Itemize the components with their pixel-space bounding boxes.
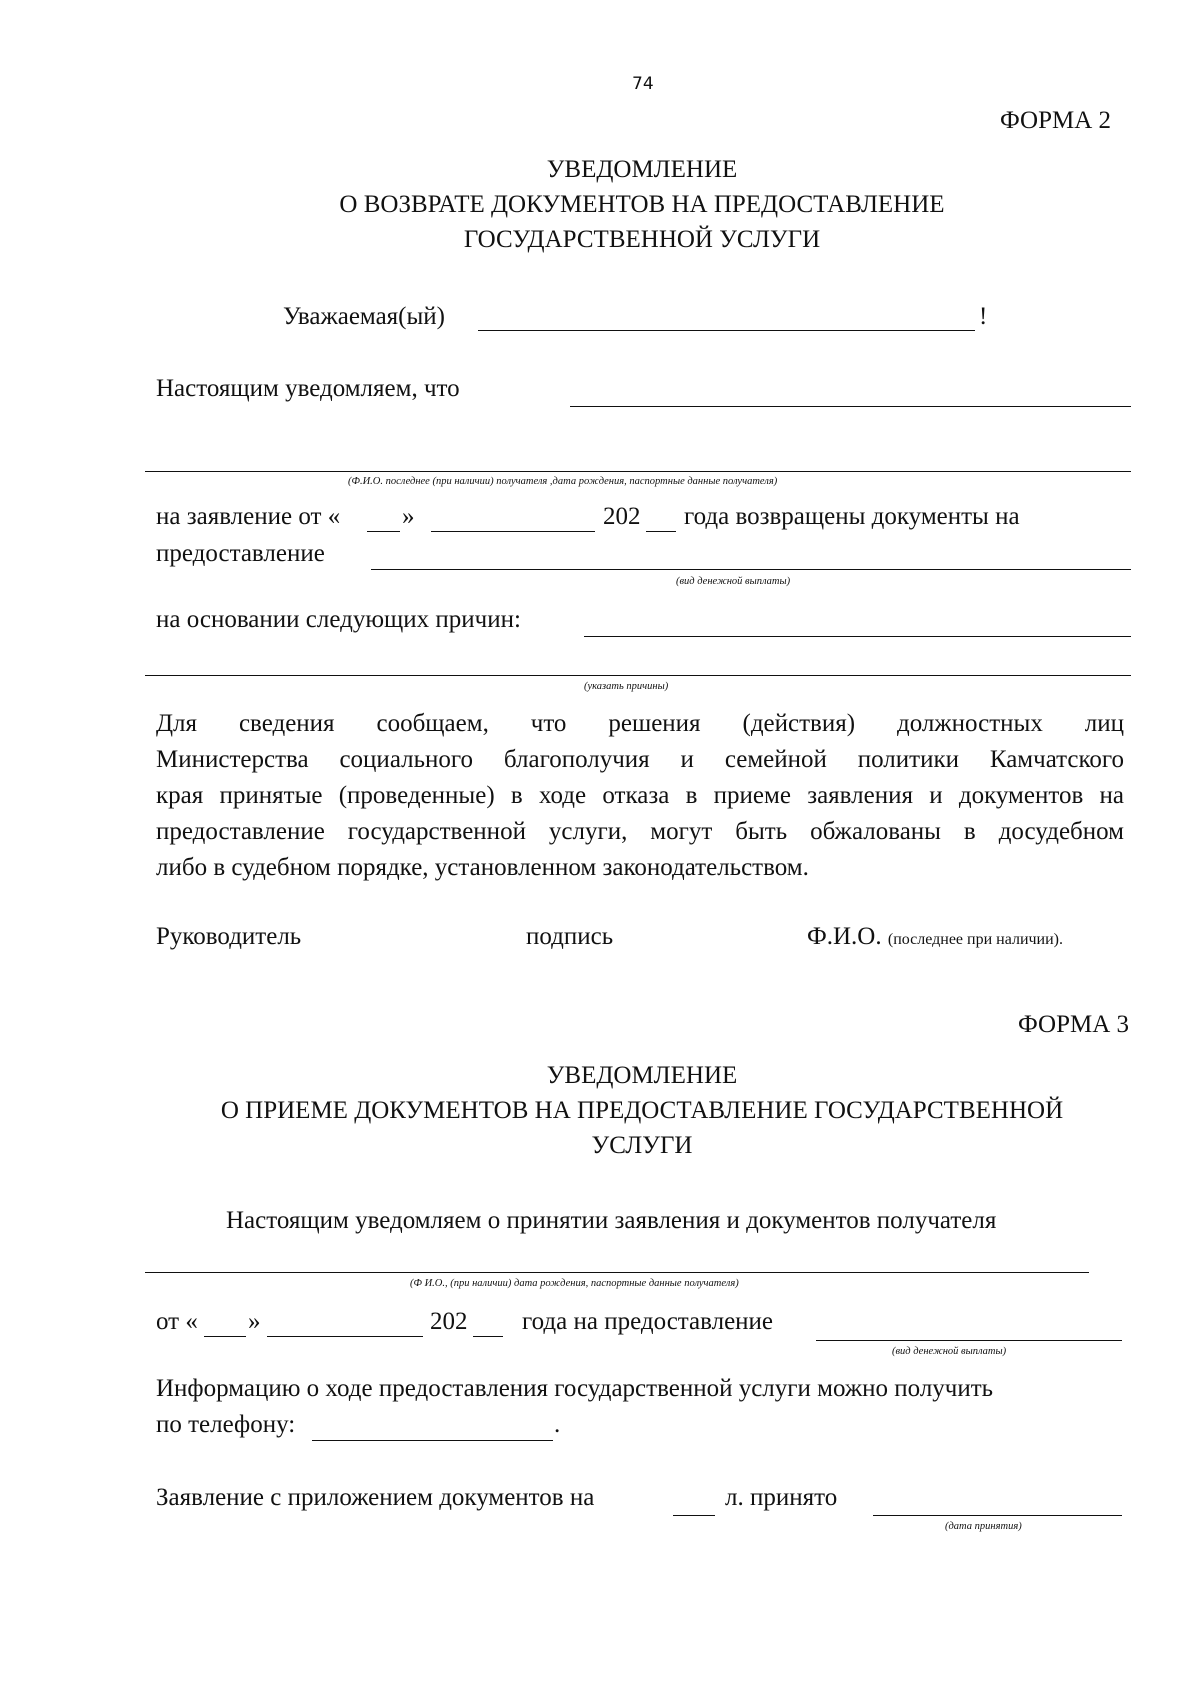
page-number: 74	[632, 74, 654, 94]
signature-name-note: (последнее при наличии).	[887, 931, 1064, 948]
payment-type-line	[371, 569, 1131, 570]
application-day-line	[367, 531, 400, 532]
greeting-name-line	[478, 330, 975, 331]
acceptance-date-line	[873, 1515, 1122, 1516]
recipient-caption: (Ф.И.О. последнее (при наличии) получателя ,дата рождения, паспортные данные получателя)	[348, 476, 778, 487]
phone-label: по телефону:	[156, 1411, 296, 1438]
phone-end: .	[554, 1411, 561, 1438]
appeal-info-line: Для сведения сообщаем, что решения (действия) должностных лиц	[156, 710, 1124, 737]
reasons-label: на основании следующих причин:	[156, 606, 521, 633]
application-label: Заявление с приложением документов на	[156, 1484, 595, 1511]
notify-text: Настоящим уведомляем, что	[156, 375, 460, 402]
form3-info-line: Информацию о ходе предоставления государственной услуги можно получить	[156, 1375, 994, 1402]
form3-month-line	[267, 1336, 423, 1337]
form3-date-suffix: года на предоставление	[522, 1308, 774, 1335]
application-year: 202	[603, 503, 641, 530]
appeal-info-line: предоставление государственной услуги, могут быть обжалованы в досудебном	[156, 818, 1124, 845]
pages-count-line	[673, 1515, 715, 1516]
signature-name	[807, 922, 1063, 955]
appeal-info-line: Министерства социального благополучия и семейной политики Камчатского	[156, 746, 1124, 773]
form3-title-line3: УСЛУГИ	[591, 1132, 693, 1159]
form3-label: ФОРМА 3	[1018, 1011, 1130, 1038]
phone-line	[312, 1440, 553, 1441]
signature-name-label: Ф.И.О.	[807, 923, 882, 950]
reasons-caption: (указать причины)	[584, 681, 669, 692]
application-prefix: на заявление от «	[156, 503, 341, 530]
signature-sign: подпись	[526, 923, 614, 950]
form3-title-line1: УВЕДОМЛЕНИЕ	[546, 1062, 738, 1089]
reasons-line-1	[584, 636, 1131, 637]
form3-quote-close: »	[248, 1308, 261, 1335]
application-month-line	[431, 531, 595, 532]
form3-payment-caption: (вид денежной выплаты)	[892, 1346, 1007, 1357]
form3-year: 202	[430, 1308, 468, 1335]
notify-field-line	[570, 406, 1131, 407]
form3-recipient-line	[145, 1272, 1089, 1273]
application-suffix: года возвращены документы на	[684, 503, 1020, 530]
pages-label: л. принято	[725, 1484, 838, 1511]
appeal-info-paragraph	[156, 706, 1124, 886]
form2-title-line3: ГОСУДАРСТВЕННОЙ УСЛУГИ	[463, 226, 821, 253]
form3-date-prefix: от «	[156, 1308, 198, 1335]
signature-head: Руководитель	[156, 923, 302, 950]
greeting-end: !	[979, 303, 988, 330]
form2-label: ФОРМА 2	[1000, 107, 1112, 134]
form3-recipient-caption: (Ф И.О., (при наличии) дата рождения, паспортные данные получателя)	[410, 1278, 739, 1289]
form2-title-line1: УВЕДОМЛЕНИЕ	[546, 156, 738, 183]
form3-notify-text: Настоящим уведомляем о принятии заявления и документов получателя	[226, 1207, 997, 1234]
form3-year-line	[473, 1336, 503, 1337]
payment-type-caption: (вид денежной выплаты)	[676, 576, 791, 587]
form3-title-line2: О ПРИЕМЕ ДОКУМЕНТОВ НА ПРЕДОСТАВЛЕНИЕ ГОСУДАРСТВЕННОЙ	[220, 1097, 1064, 1124]
application-quote-close: »	[402, 503, 415, 530]
appeal-info-line: края принятые (проведенные) в ходе отказа в приеме заявления и документов на	[156, 782, 1124, 809]
appeal-info-line: либо в судебном порядке, установленном законодательством.	[156, 854, 809, 881]
reasons-line-2	[145, 675, 1131, 676]
acceptance-date-caption: (дата принятия)	[945, 1521, 1022, 1532]
recipient-field-line	[145, 471, 1131, 472]
form3-day-line	[204, 1336, 246, 1337]
form2-title-line2: О ВОЗВРАТЕ ДОКУМЕНТОВ НА ПРЕДОСТАВЛЕНИЕ	[339, 191, 945, 218]
application-year-line	[646, 531, 676, 532]
greeting-label: Уважаемая(ый)	[283, 303, 445, 330]
provision-label: предоставление	[156, 540, 325, 567]
form3-payment-line	[816, 1340, 1122, 1341]
